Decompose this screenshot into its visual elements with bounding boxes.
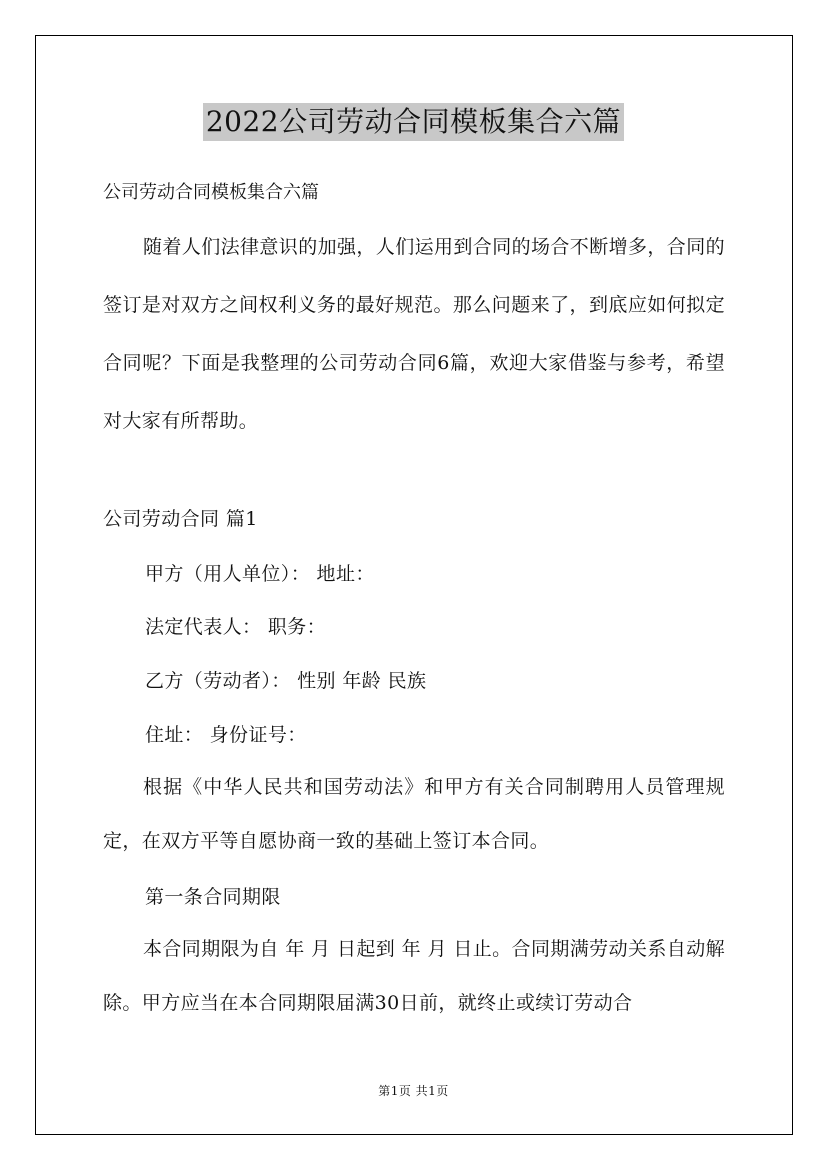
address-line: 住址： 身份证号： xyxy=(145,724,307,746)
title-container xyxy=(0,103,827,141)
intro-paragraph: 随着人们法律意识的加强，人们运用到合同的场合不断增多，合同的签订是对双方之间权利义务的最好规范。那么问题来了，到底应如何拟定合同呢？下面是我整理的公司劳动合同6篇，欢迎大家借鉴与参考，希望对大家有所帮助。 xyxy=(103,236,726,432)
section-heading: 公司劳动合同 篇1 xyxy=(103,508,258,530)
page-footer: 第1页 共1页 xyxy=(378,1084,449,1098)
basis-paragraph: 根据《中华人民共和国劳动法》和甲方有关合同制聘用人员管理规定，在双方平等自愿协商一致的基础上签订本合同。 xyxy=(103,776,725,852)
party-a-line: 甲方（用人单位）： 地址： xyxy=(145,563,375,585)
article-1-paragraph: 本合同期限为自 年 月 日起到 年 月 日止。合同期满劳动关系自动解除。甲方应当在本合同期限届满30日前，就终止或续订劳动合 xyxy=(103,938,725,1014)
document-subtitle: 公司劳动合同模板集合六篇 xyxy=(103,182,319,203)
article-1-heading: 第一条合同期限 xyxy=(145,886,281,908)
legal-representative-line: 法定代表人： 职务： xyxy=(145,616,327,638)
party-b-line: 乙方（劳动者）： 性别 年龄 民族 xyxy=(145,670,427,692)
document-title: 2022公司劳动合同模板集合六篇 xyxy=(203,103,624,141)
